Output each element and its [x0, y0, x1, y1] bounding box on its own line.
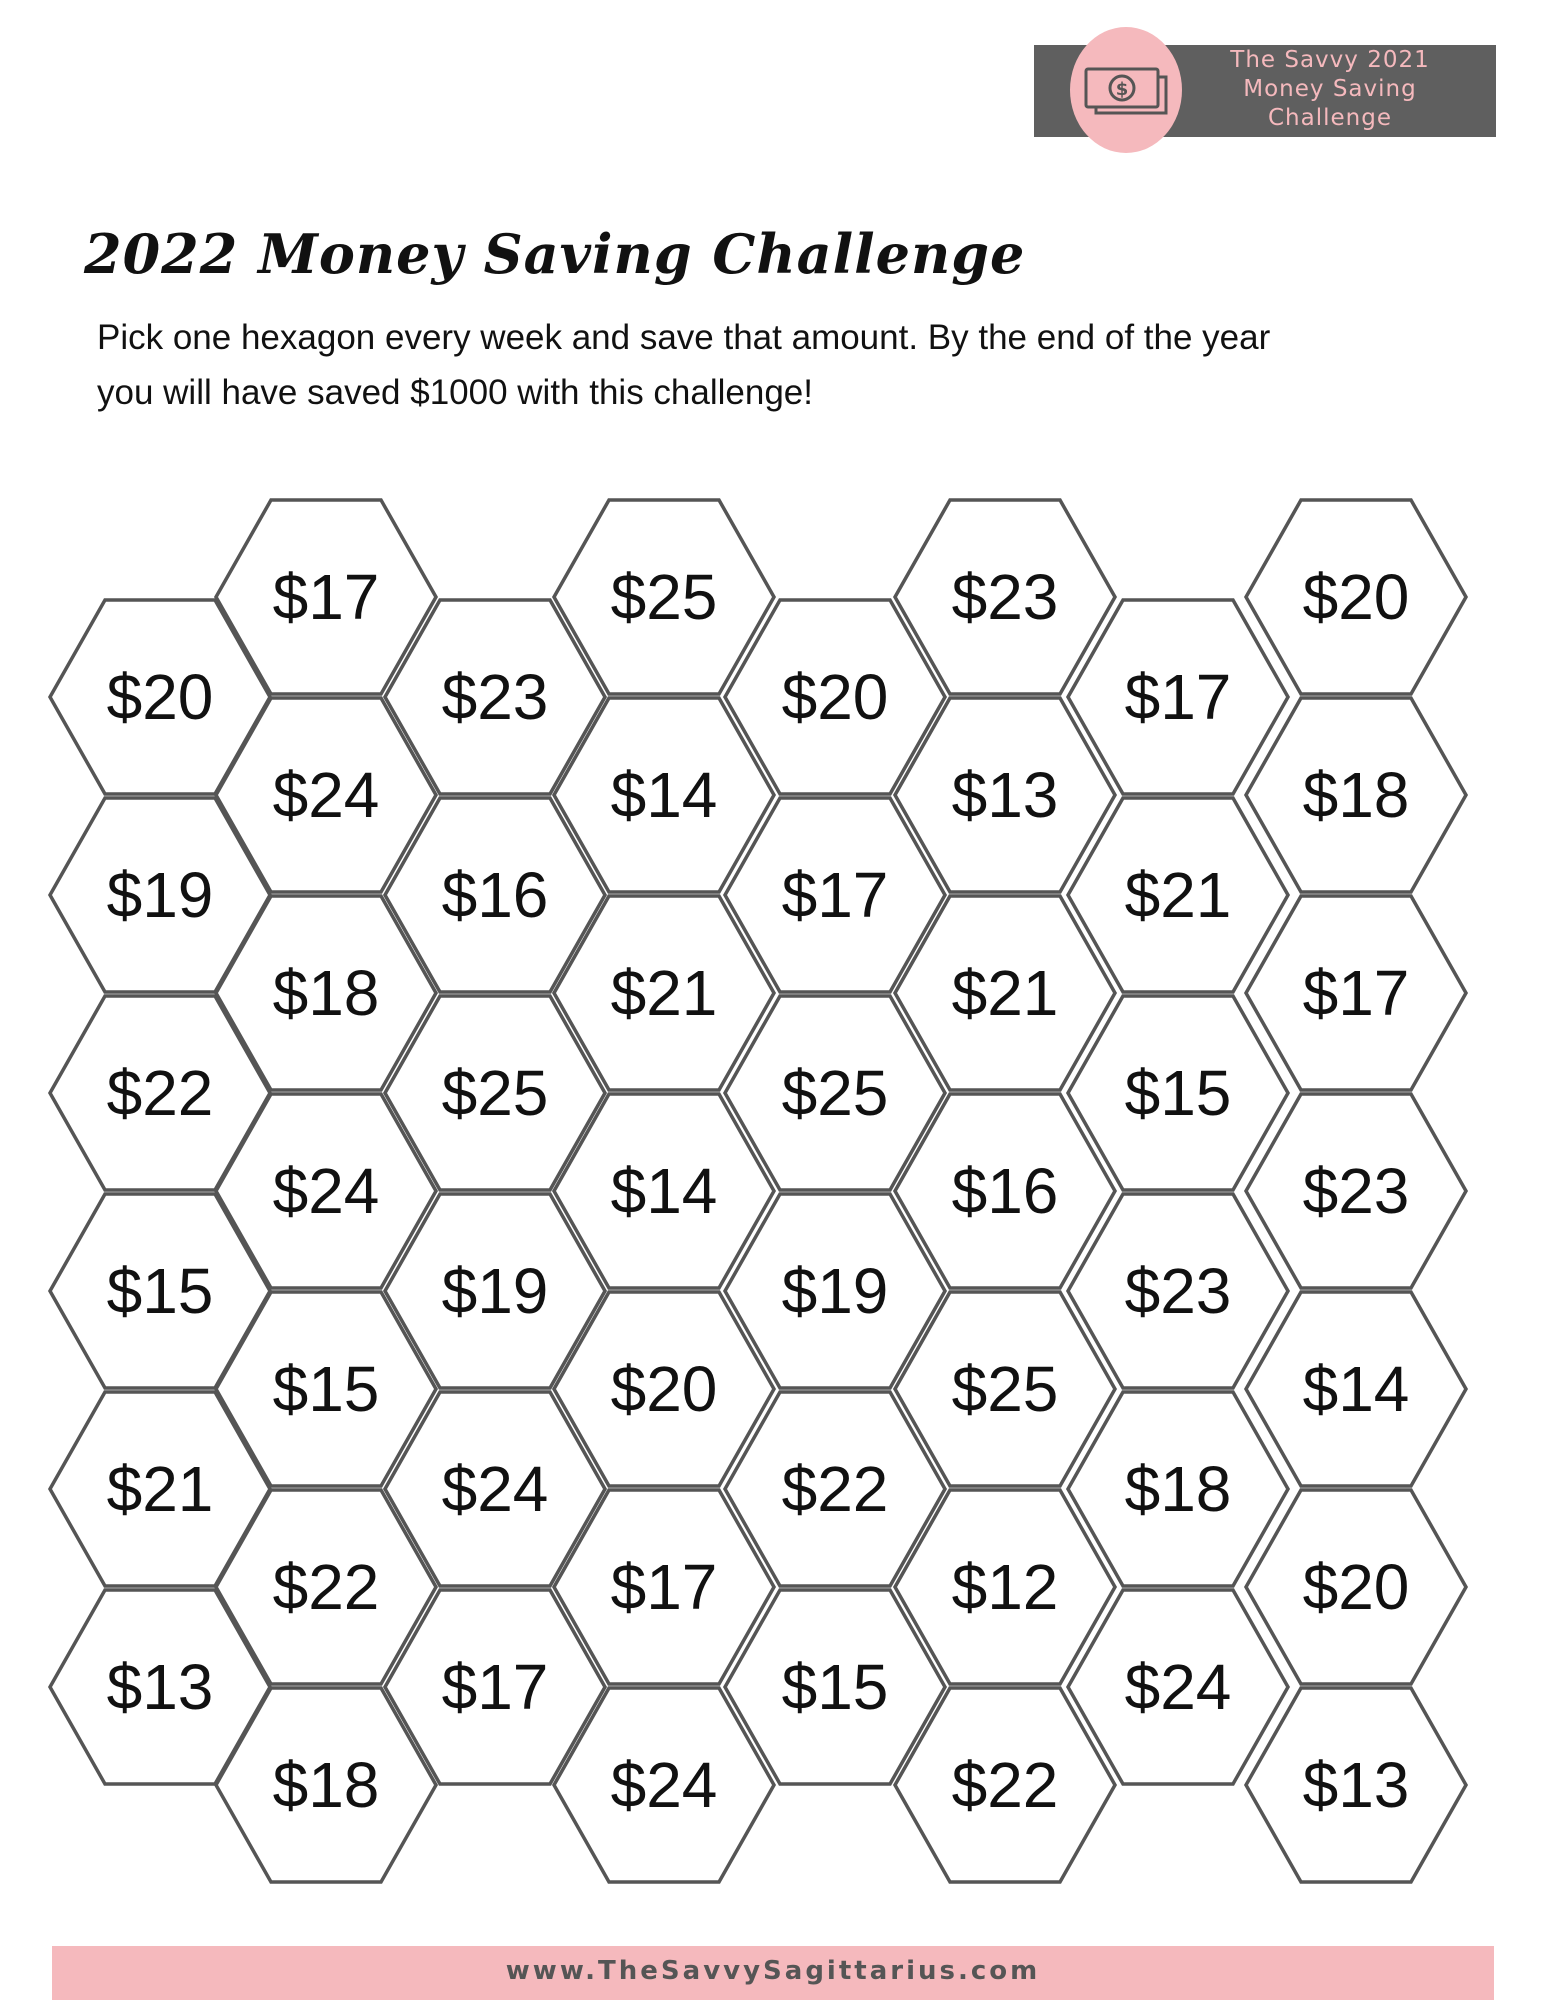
hexagon-amount: $25 — [951, 1353, 1059, 1425]
hexagon-cell — [1246, 698, 1466, 892]
hexagon-amount: $16 — [441, 859, 549, 931]
hexagon-amount: $13 — [106, 1651, 214, 1723]
hexagon-cell — [1246, 1094, 1466, 1288]
hexagon-amount: $20 — [781, 661, 889, 733]
svg-text:$: $ — [1115, 79, 1129, 100]
hexagon-amount: $14 — [610, 1155, 718, 1227]
hexagon-cell — [1246, 500, 1466, 694]
badge-line: Challenge — [1268, 105, 1392, 131]
hexagon-amount: $15 — [781, 1651, 889, 1723]
hexagon-amount: $22 — [781, 1453, 889, 1525]
hexagon-cell — [1068, 600, 1288, 794]
hexagon-amount: $24 — [272, 1155, 380, 1227]
hexagon-amount: $20 — [1302, 561, 1410, 633]
hexagon-amount: $20 — [1302, 1551, 1410, 1623]
intro-line: you will have saved $1000 with this challenge! — [97, 373, 813, 412]
hexagon-cell — [1246, 1490, 1466, 1684]
hexagon-amount: $24 — [441, 1453, 549, 1525]
hexagon-amount: $23 — [441, 661, 549, 733]
footer-url: www.TheSavvySagittarius.com — [505, 1956, 1041, 1986]
hexagon-amount: $23 — [1124, 1255, 1232, 1327]
badge-line: Money Saving — [1243, 76, 1417, 102]
hexagon-amount: $14 — [610, 759, 718, 831]
hexagon-amount: $21 — [610, 957, 718, 1029]
hexagon-amount: $21 — [951, 957, 1059, 1029]
hexagon-amount: $23 — [1302, 1155, 1410, 1227]
hexagon-amount: $21 — [1124, 859, 1232, 931]
hexagon-amount: $19 — [441, 1255, 549, 1327]
hexagon-amount: $19 — [106, 859, 214, 931]
hexagon-cell — [1068, 1392, 1288, 1586]
hexagon-amount: $17 — [610, 1551, 718, 1623]
hexagon-amount: $13 — [951, 759, 1059, 831]
hexagon-cell — [1246, 896, 1466, 1090]
hexagon-amount: $22 — [272, 1551, 380, 1623]
hexagon-amount: $25 — [441, 1057, 549, 1129]
hexagon-amount: $18 — [1302, 759, 1410, 831]
hexagon-amount: $14 — [1302, 1353, 1410, 1425]
hexagon-amount: $24 — [1124, 1651, 1232, 1723]
hexagon-amount: $18 — [272, 1749, 380, 1821]
hexagon-amount: $12 — [951, 1551, 1059, 1623]
hexagon-amount: $25 — [781, 1057, 889, 1129]
hexagon-amount: $19 — [781, 1255, 889, 1327]
hexagon-cell — [1246, 1688, 1466, 1882]
hexagon-amount: $21 — [106, 1453, 214, 1525]
hexagon-cell — [1068, 1194, 1288, 1388]
hexagon-amount: $24 — [610, 1749, 718, 1821]
hexagon-amount: $15 — [272, 1353, 380, 1425]
hexagon-amount: $18 — [1124, 1453, 1232, 1525]
hexagon-amount: $17 — [1124, 661, 1232, 733]
hexagon-cell — [1068, 1590, 1288, 1784]
hexagon-amount: $23 — [951, 561, 1059, 633]
hexagon-amount: $15 — [106, 1255, 214, 1327]
intro-line: Pick one hexagon every week and save that amount. By the end of the year — [97, 318, 1271, 357]
hexagon-amount: $22 — [106, 1057, 214, 1129]
hexagon-amount: $22 — [951, 1749, 1059, 1821]
hexagon-amount: $24 — [272, 759, 380, 831]
hexagon-amount: $17 — [272, 561, 380, 633]
hexagon-amount: $25 — [610, 561, 718, 633]
hexagon-amount: $16 — [951, 1155, 1059, 1227]
hexagon-amount: $17 — [781, 859, 889, 931]
hexagon-amount: $20 — [610, 1353, 718, 1425]
hexagon-cell — [1068, 798, 1288, 992]
badge-line: The Savvy 2021 — [1230, 47, 1430, 73]
hexagon-amount: $15 — [1124, 1057, 1232, 1129]
hexagon-amount: $17 — [441, 1651, 549, 1723]
page-title: 2022 Money Saving Challenge — [84, 222, 1026, 286]
hexagon-amount: $18 — [272, 957, 380, 1029]
hexagon-amount: $20 — [106, 661, 214, 733]
hexagon-amount: $13 — [1302, 1749, 1410, 1821]
hexagon-cell — [1068, 996, 1288, 1190]
hexagon-cell — [1246, 1292, 1466, 1486]
hexagon-amount: $17 — [1302, 957, 1410, 1029]
